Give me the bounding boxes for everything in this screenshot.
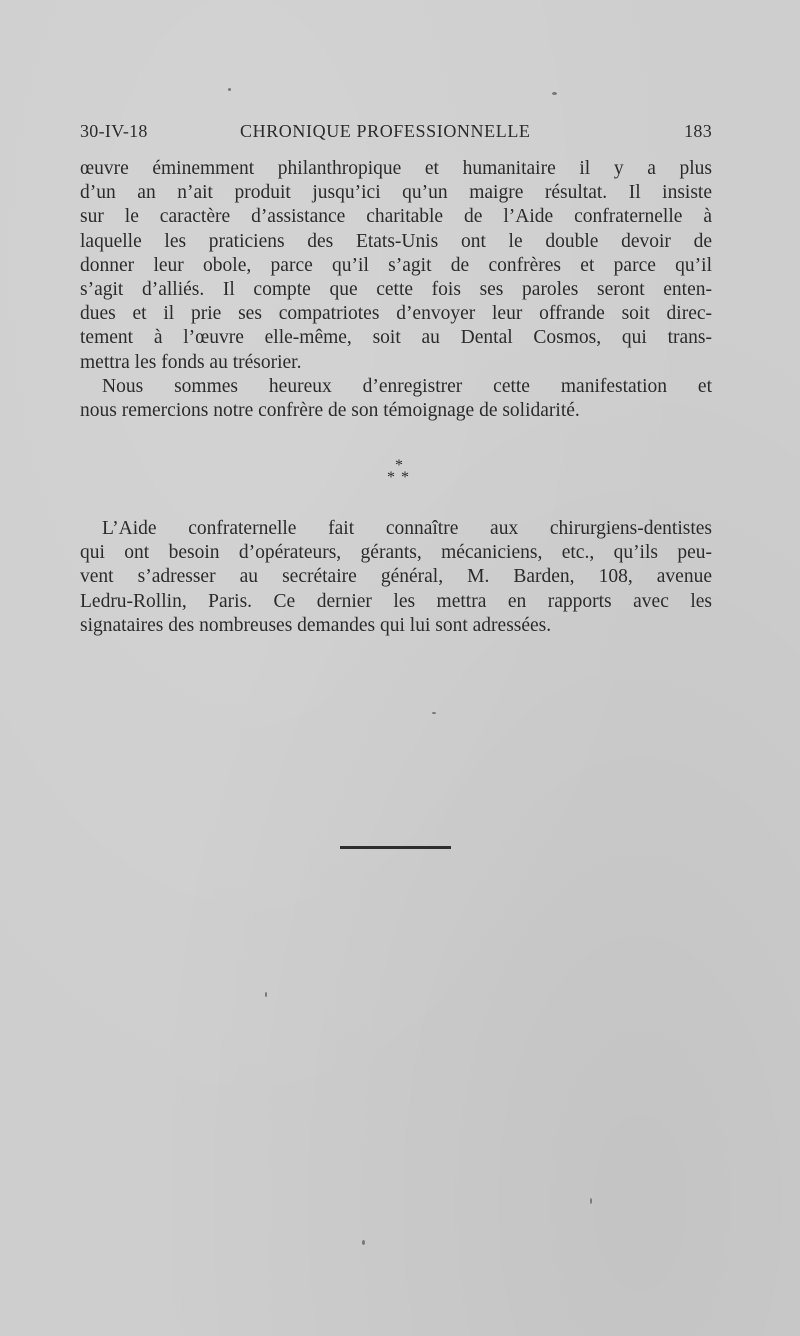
asterism-top: * xyxy=(395,457,403,474)
paragraph-appeal xyxy=(80,157,712,375)
paragraph-thanks xyxy=(80,375,712,423)
text-line: d’un an n’ait produit jusqu’ici qu’un maigre résultat. Il insiste xyxy=(80,182,712,204)
text-line: sur le caractère d’assistance charitable de l’Aide confraternelle à xyxy=(80,206,712,228)
asterism-separator xyxy=(372,457,426,494)
text-line: tement à l’œuvre elle-même, soit au Dental Cosmos, qui trans- xyxy=(80,327,712,349)
running-head xyxy=(80,121,712,145)
text-line: dues et il prie ses compatriotes d’envoyer leur offrande soit direc- xyxy=(80,303,712,325)
text-line: qui ont besoin d’opérateurs, gérants, mécaniciens, etc., qu’ils peu- xyxy=(80,542,712,564)
text-line: donner leur obole, parce qu’il s’agit de confrères et parce qu’il xyxy=(80,254,712,276)
end-rule xyxy=(340,846,451,849)
text-line: mettra les fonds au trésorier. xyxy=(80,351,302,373)
text-line: s’agit d’alliés. Il compte que cette fois ses paroles seront enten- xyxy=(80,278,712,300)
issue-date: 30-IV-18 xyxy=(80,121,148,141)
text-line: vent s’adresser au secrétaire général, M. Barden, 108, avenue xyxy=(80,566,712,588)
text-line: Ledru-Rollin, Paris. Ce dernier les mettra en rapports avec les xyxy=(80,590,712,612)
text-line: nous remercions notre confrère de son témoignage de solidarité. xyxy=(80,400,580,422)
page-number: 183 xyxy=(684,121,712,141)
text-line: Nous sommes heureux d’enregistrer cette manifestation et xyxy=(102,376,712,397)
text-line: L’Aide confraternelle fait connaître aux chirurgiens-dentistes xyxy=(102,518,712,539)
text-line: laquelle les praticiens des Etats-Unis ont le double devoir de xyxy=(80,230,712,252)
text-line: signataires des nombreuses demandes qui lui sont adressées. xyxy=(80,614,552,636)
asterism-bottom: ** xyxy=(387,469,415,486)
paragraph-notice xyxy=(80,517,712,638)
section-title: CHRONIQUE PROFESSIONNELLE xyxy=(240,121,531,141)
text-line: œuvre éminemment philanthropique et humanitaire il y a plus xyxy=(80,158,712,179)
